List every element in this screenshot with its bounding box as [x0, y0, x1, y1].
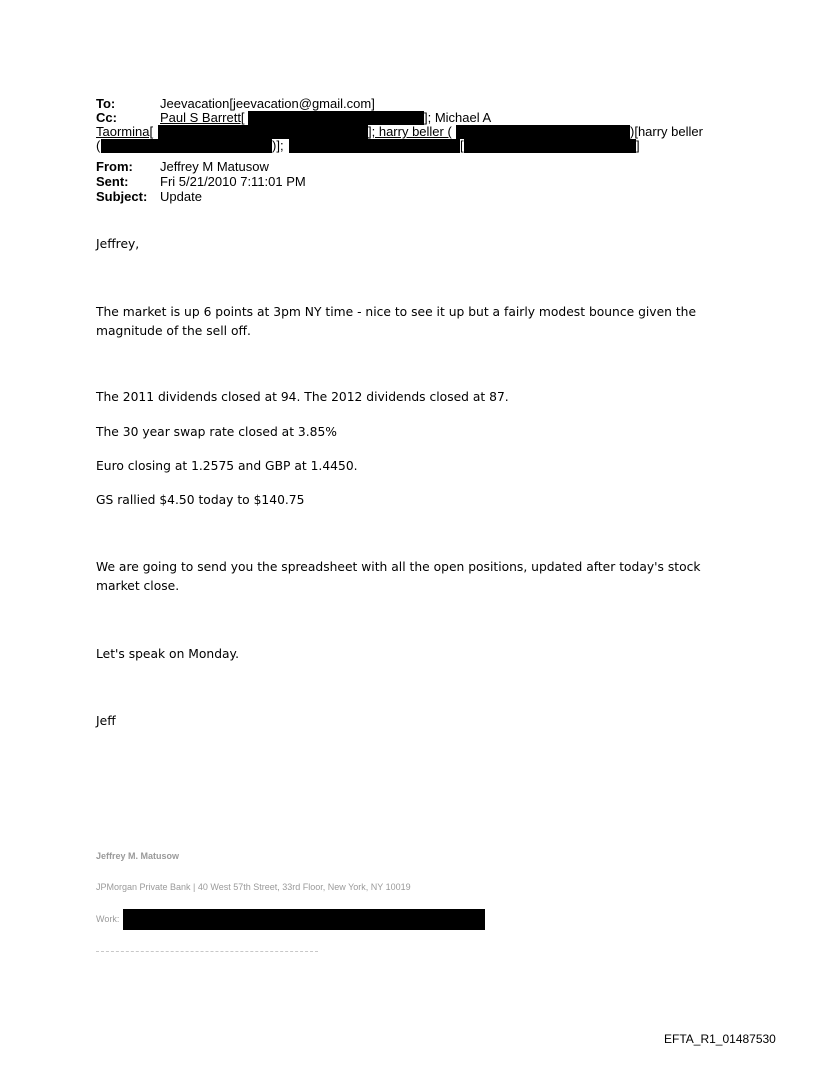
cc-recipient-2: ]; Michael A [424, 110, 492, 125]
cc-recipient-3: ]; harry beller ( [368, 124, 452, 139]
closing-line: Let's speak on Monday. [96, 647, 239, 661]
gs-line: GS rallied $4.50 today to $140.75 [96, 493, 305, 507]
cc-recipient-2-rest: Taormina[ [96, 124, 154, 139]
signature-divider [96, 951, 318, 952]
sent-label: Sent: [96, 174, 129, 189]
cc-line3-close-2: ] [636, 138, 640, 153]
signature-work-label: Work: [96, 914, 120, 924]
signoff: Jeff [96, 714, 116, 728]
cc-recipient-1: Paul S Barrett[ [160, 110, 245, 125]
spreadsheet-paragraph-line-2: market close. [96, 579, 180, 593]
cc-line3-bracket: [ [460, 138, 464, 153]
subject-label: Subject: [96, 189, 148, 204]
signature-address: JPMorgan Private Bank | 40 West 57th Street, 33rd Floor, New York, NY 10019 [96, 882, 411, 892]
cc-label: Cc: [96, 110, 117, 125]
redaction-block [289, 139, 460, 153]
redaction-block [158, 125, 368, 139]
cc-line3-close: )]; [272, 138, 284, 153]
redaction-block [248, 111, 424, 125]
swap-rate-line: The 30 year swap rate closed at 3.85% [96, 425, 337, 439]
document-id: EFTA_R1_01487530 [664, 1032, 776, 1046]
to-label: To: [96, 96, 116, 111]
market-paragraph-line-1: The market is up 6 points at 3pm NY time - nice to see it up but a fairly modest bounce given the [96, 305, 697, 319]
from-value: Jeffrey M Matusow [160, 159, 269, 174]
greeting: Jeffrey, [96, 237, 140, 251]
redaction-block [456, 125, 630, 139]
redaction-block [101, 139, 272, 153]
subject-value: Update [160, 189, 202, 204]
cc-line3-open: ( [96, 138, 101, 153]
to-value: Jeevacation[jeevacation@gmail.com] [160, 96, 375, 111]
redaction-block [464, 139, 636, 153]
sent-value: Fri 5/21/2010 7:11:01 PM [160, 174, 306, 189]
cc-recipient-3-rest: )[harry beller [630, 124, 703, 139]
dividends-line: The 2011 dividends closed at 94. The 2012 dividends closed at 87. [96, 390, 509, 404]
spreadsheet-paragraph-line-1: We are going to send you the spreadsheet with all the open positions, updated after today's stock [96, 560, 701, 574]
from-label: From: [96, 159, 133, 174]
fx-line: Euro closing at 1.2575 and GBP at 1.4450. [96, 459, 358, 473]
redaction-block [123, 909, 485, 930]
market-paragraph-line-2: magnitude of the sell off. [96, 324, 251, 338]
signature-name: Jeffrey M. Matusow [96, 851, 180, 861]
